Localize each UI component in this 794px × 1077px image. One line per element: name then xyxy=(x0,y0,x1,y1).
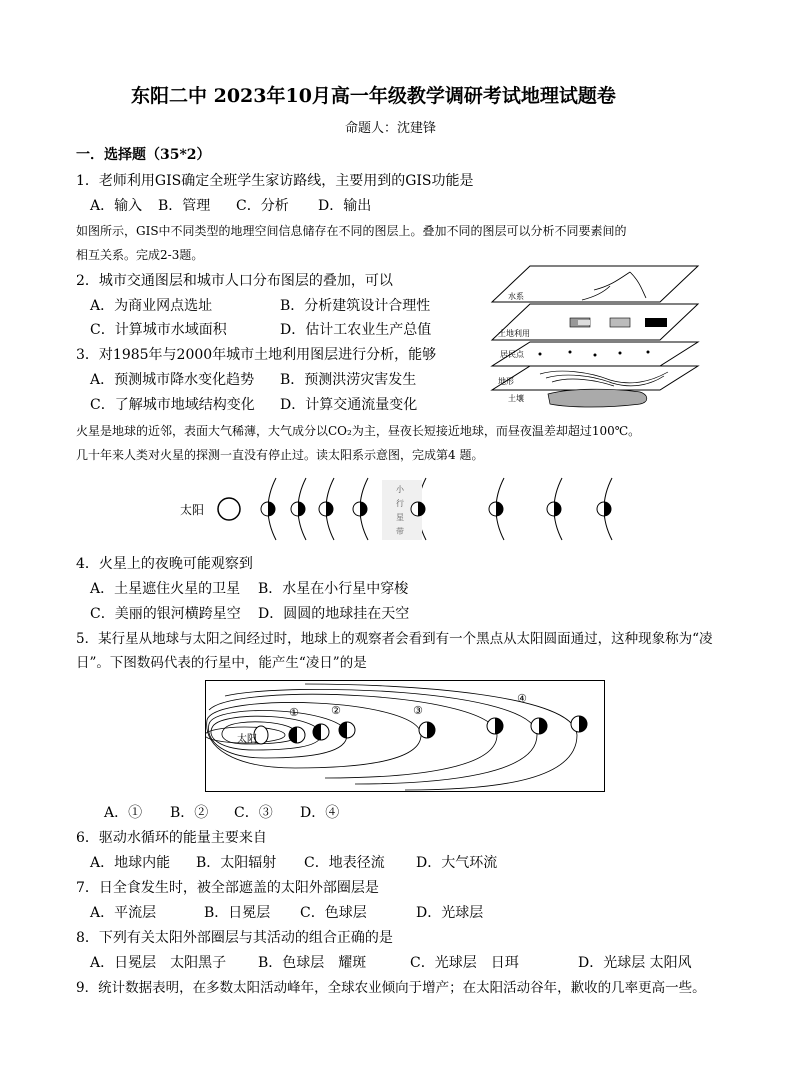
q5-option-d: D．④ xyxy=(300,805,340,821)
question-4-stem: 4．火星上的夜晚可能观察到 xyxy=(76,556,253,572)
page-title: 东阳二中 2023年10月高一年级教学调研考试地理试题卷 xyxy=(131,85,616,107)
question-5-line1: 5．某行星从地球与太阳之间经过时，地球上的观察者会看到有一个黑点从太阳圆面通过，这种现象称为“凌 xyxy=(76,631,713,647)
fig2-label-3: ③ xyxy=(413,704,423,717)
fig1-sun xyxy=(218,498,240,520)
gis-layers-figure xyxy=(490,264,700,412)
q4-option-a: A．土星遮住火星的卫星 xyxy=(90,581,241,597)
question-8-stem: 8．下列有关太阳外部圈层与其活动的组合正确的是 xyxy=(76,930,393,946)
q6-option-c: C．地表径流 xyxy=(304,855,385,871)
question-1-stem: 1．老师利用GIS确定全班学生家访路线，主要用到的GIS功能是 xyxy=(76,173,474,189)
q6-option-a: A．地球内能 xyxy=(90,855,171,871)
fig2-label-2: ② xyxy=(331,704,341,717)
question-6-stem: 6．驱动水循环的能量主要来自 xyxy=(76,830,267,846)
question-7-stem: 7．日全食发生时，被全部遮盖的太阳外部圈层是 xyxy=(76,880,379,896)
q8-option-a: A．日冕层 太阳黑子 xyxy=(90,955,227,971)
svg-text:带: 带 xyxy=(396,527,404,536)
q7-option-d: D．光球层 xyxy=(416,905,484,921)
layer-label-water: 水系 xyxy=(508,292,524,301)
q7-option-c: C．色球层 xyxy=(300,905,367,921)
q7-option-a: A．平流层 xyxy=(90,905,157,921)
q7-option-b: B．日冕层 xyxy=(204,905,271,921)
q4-option-c: C．美丽的银河横跨星空 xyxy=(90,606,241,622)
intro-4-line2: 几十年来人类对火星的探测一直没有停止过。读太阳系示意图，完成第4 题。 xyxy=(76,448,484,462)
svg-text:行: 行 xyxy=(396,499,404,508)
section-heading: 一．选择题（35*2） xyxy=(76,147,211,163)
q3-option-a: A．预测城市降水变化趋势 xyxy=(90,372,255,388)
svg-text:小: 小 xyxy=(396,485,404,494)
q1-option-b: B．管理 xyxy=(158,198,211,214)
fig2-label-4: ④ xyxy=(517,692,527,705)
intro-2-3-line1: 如图所示，GIS中不同类型的地理空间信息储存在不同的图层上。叠加不同的图层可以分析不同要素间的 xyxy=(76,224,627,238)
author-line: 命题人：沈建锋 xyxy=(345,121,437,136)
q4-option-d: D．圆圆的地球挂在天空 xyxy=(258,606,410,622)
q2-option-b: B．分析建筑设计合理性 xyxy=(280,298,431,314)
fig2-sun-label: 太阳 xyxy=(237,734,257,745)
orbit-figure xyxy=(205,680,605,792)
q6-option-b: B．太阳辐射 xyxy=(196,855,277,871)
question-3-stem: 3．对1985年与2000年城市土地利用图层进行分析，能够 xyxy=(76,347,437,363)
q2-option-c: C．计算城市水域面积 xyxy=(90,322,227,338)
q1-option-a: A．输入 xyxy=(90,198,143,214)
q1-option-c: C．分析 xyxy=(236,198,289,214)
svg-text:星: 星 xyxy=(396,513,404,522)
q8-option-b: B．色球层 耀斑 xyxy=(258,955,367,971)
q1-option-d: D．输出 xyxy=(318,198,372,214)
layer-soil xyxy=(548,389,647,407)
intro-4-line1: 火星是地球的近邻，表面大气稀薄，大气成分以CO₂为主，昼夜长短接近地球，而昼夜温差却超过100℃。 xyxy=(76,424,641,438)
question-2-stem: 2．城市交通图层和城市人口分布图层的叠加，可以 xyxy=(76,273,393,289)
q2-option-a: A．为商业网点选址 xyxy=(90,298,213,314)
q6-option-d: D．大气环流 xyxy=(416,855,498,871)
q5-option-b: B．② xyxy=(170,805,209,821)
question-5-line2: 日”。下图数码代表的行星中，能产生“凌日”的是 xyxy=(76,655,367,671)
q3-option-b: B．预测洪涝灾害发生 xyxy=(280,372,417,388)
q3-option-c: C．了解城市地域结构变化 xyxy=(90,397,255,413)
fig1-sun-label: 太阳 xyxy=(180,503,205,517)
fig1-planets xyxy=(261,502,611,516)
q3-option-d: D．计算交通流量变化 xyxy=(280,397,418,413)
q5-option-a: A．① xyxy=(104,805,143,821)
solar-system-figure xyxy=(172,476,632,542)
layer-label-terrain: 地形 xyxy=(498,377,514,386)
q5-option-c: C．③ xyxy=(234,805,273,821)
fig2-label-1: ① xyxy=(289,706,299,719)
question-9-stem: 9．统计数据表明，在多数太阳活动峰年，全球农业倾向于增产；在太阳活动谷年，歉收的几率更高一些。 xyxy=(76,980,706,996)
layer-label-settlement: 居民点 xyxy=(500,350,524,359)
layer-label-soil: 土壤 xyxy=(508,394,524,403)
intro-2-3-line2: 相互关系。完成2-3题。 xyxy=(76,248,204,262)
layer-label-landuse: 土地利用 xyxy=(498,329,530,338)
q8-option-d: D．光球层 太阳风 xyxy=(578,955,692,971)
q4-option-b: B．水星在小行星中穿梭 xyxy=(258,581,409,597)
q2-option-d: D．估计工农业生产总值 xyxy=(280,322,432,338)
q8-option-c: C．光球层 日珥 xyxy=(410,955,519,971)
